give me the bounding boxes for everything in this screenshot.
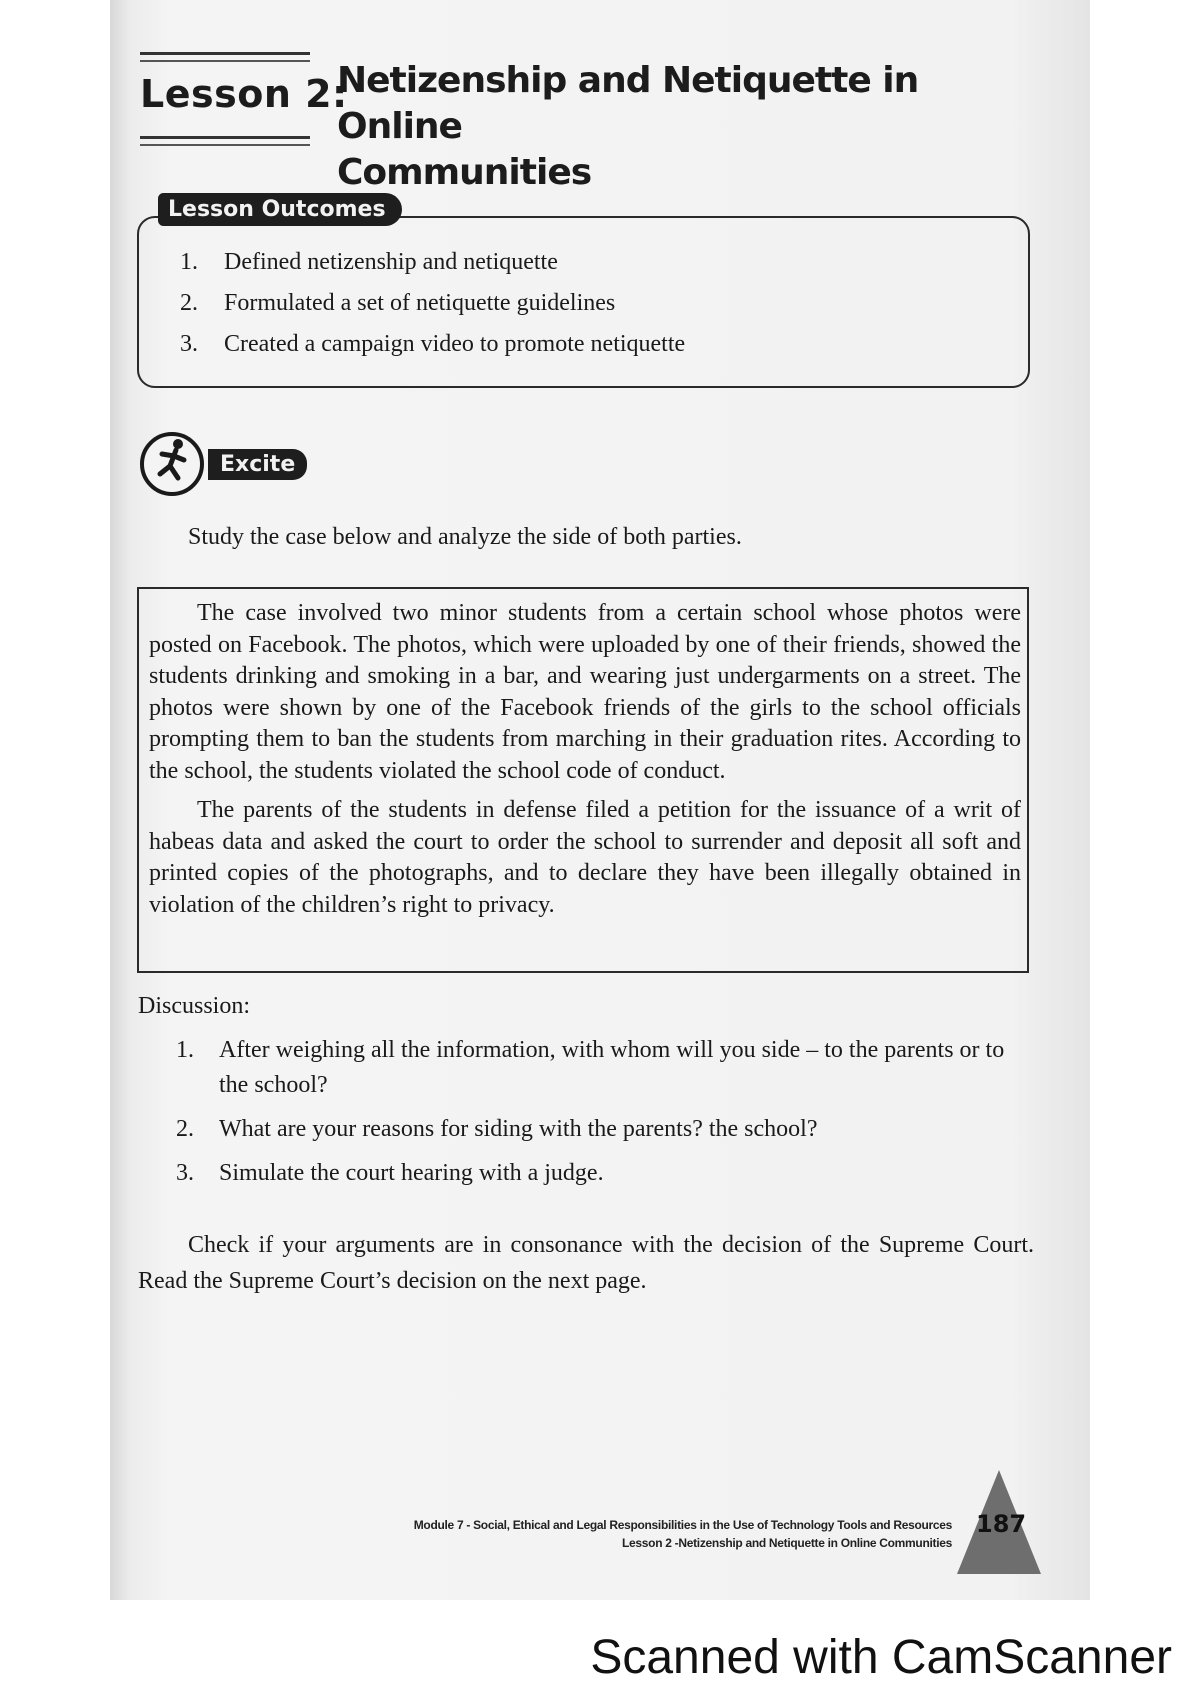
outcomes-tab: Lesson Outcomes bbox=[158, 193, 402, 226]
discussion-text: After weighing all the information, with whom will you side – to the parents or to the school? bbox=[219, 1037, 1005, 1098]
excite-badge: Excite bbox=[208, 449, 307, 480]
footer-lesson-line: Lesson 2 -Netizenship and Netiquette in Online Communities bbox=[622, 1536, 952, 1550]
outcome-item bbox=[180, 283, 685, 324]
page-footer bbox=[414, 1516, 952, 1552]
discussion-number: 2. bbox=[176, 1116, 194, 1142]
outcome-number: 1. bbox=[180, 249, 198, 275]
case-text bbox=[149, 598, 1021, 929]
outcome-number: 3. bbox=[180, 331, 198, 357]
outcome-item bbox=[180, 242, 685, 283]
lesson-title-line2: Communities bbox=[337, 152, 592, 193]
lesson-title-line1: Netizenship and Netiquette in Online bbox=[337, 60, 919, 147]
page-number: 187 bbox=[976, 1510, 1027, 1538]
header-rule-top bbox=[140, 52, 310, 62]
discussion-text: What are your reasons for siding with the parents? the school? bbox=[219, 1116, 818, 1142]
page-margin bbox=[0, 0, 110, 1600]
discussion-number: 1. bbox=[176, 1037, 194, 1063]
discussion-item bbox=[176, 1033, 1036, 1103]
outcomes-list bbox=[180, 242, 685, 365]
excite-instruction: Study the case below and analyze the side of both parties. bbox=[188, 524, 742, 550]
discussion-item bbox=[176, 1156, 1036, 1191]
header-rule-bottom bbox=[140, 136, 310, 146]
case-paragraph-2: The parents of the students in defense filed a petition for the issuance of a writ of habeas data and asked the court to order the school to surrender and deposit all soft and printed copies of the photographs, and to declare they have been illegally obtained in violation of the children’s right to privacy. bbox=[149, 797, 1021, 918]
discussion-label: Discussion: bbox=[138, 993, 251, 1019]
outcome-text: Defined netizenship and netiquette bbox=[224, 249, 558, 275]
running-figure-icon bbox=[138, 430, 206, 503]
discussion-list bbox=[176, 1033, 1036, 1200]
discussion-item bbox=[176, 1112, 1036, 1147]
discussion-text: Simulate the court hearing with a judge. bbox=[219, 1160, 604, 1186]
footer-module-line: Module 7 - Social, Ethical and Legal Responsibilities in the Use of Technology Tools and Resources bbox=[413, 1518, 952, 1532]
outcome-text: Formulated a set of netiquette guidelines bbox=[224, 290, 616, 316]
closing-paragraph: Check if your arguments are in consonance with the decision of the Supreme Court. Read the Supreme Court’s decision on the next page. bbox=[138, 1232, 1034, 1294]
scanner-watermark: Scanned with CamScanner bbox=[590, 1631, 1172, 1684]
lesson-title bbox=[337, 58, 957, 196]
outcome-text: Created a campaign video to promote netiquette bbox=[224, 331, 686, 357]
case-paragraph-1: The case involved two minor students from a certain school whose photos were posted on Facebook. The photos, which were uploaded by one of their friends, showed the students drinking and smoking in a bar, and wearing just undergarments on a street. The photos were shown by one of the Facebook friends of the girls to the school officials prompting them to ban the students from marching in their graduation rites. According to the school, the students violated the school code of conduct. bbox=[149, 600, 1021, 784]
discussion-number: 3. bbox=[176, 1160, 194, 1186]
outcome-number: 2. bbox=[180, 290, 198, 316]
outcome-item bbox=[180, 324, 685, 365]
lesson-label: Lesson 2: bbox=[140, 72, 348, 116]
